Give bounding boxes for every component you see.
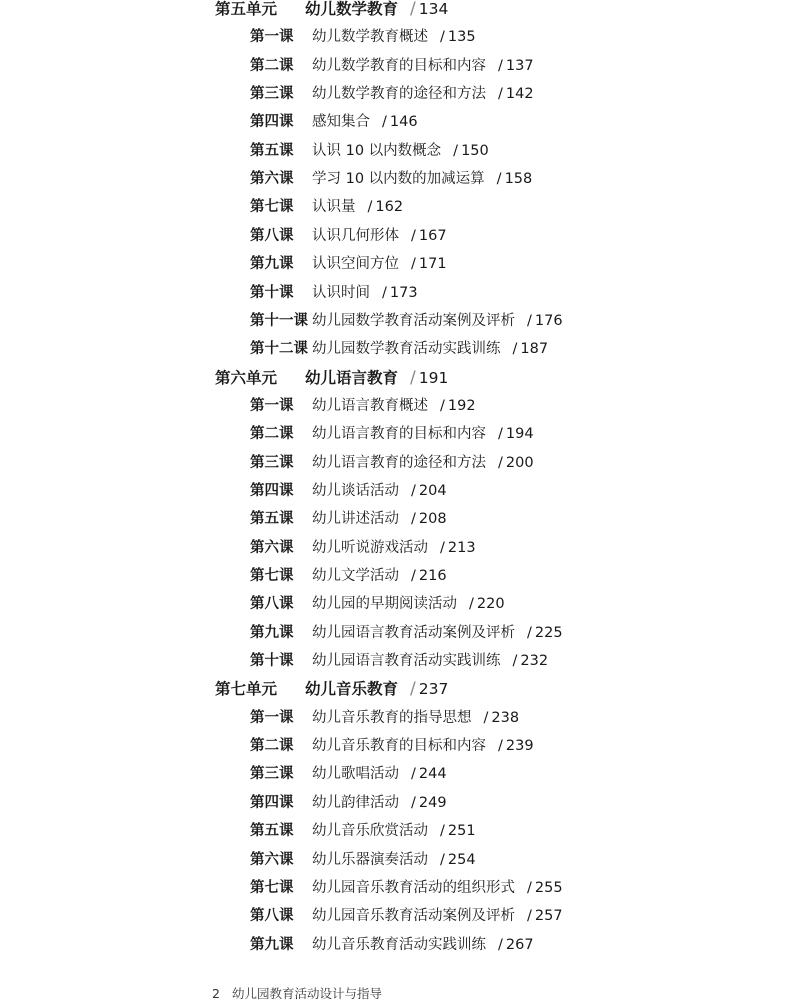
lesson-title: 幼儿听说游戏活动 — [312, 539, 428, 556]
lesson-number: 第六课 — [250, 171, 294, 188]
page-separator: / — [512, 653, 518, 670]
lesson-number: 第九课 — [250, 256, 294, 273]
page-separator: / — [367, 199, 373, 216]
page-separator: / — [410, 679, 416, 700]
lesson-number: 第八课 — [250, 227, 294, 244]
lesson-number: 第九课 — [250, 624, 294, 641]
lesson-number: 第八课 — [250, 596, 294, 613]
page-number: 254 — [447, 851, 476, 868]
lesson-title: 幼儿讲述活动 — [312, 511, 399, 528]
page-separator: / — [527, 879, 532, 896]
toc-lesson-entry — [250, 735, 534, 757]
page-number: 208 — [418, 511, 447, 528]
lesson-title: 认识几何形体 — [312, 227, 399, 244]
page-separator: / — [440, 397, 445, 414]
unit-number: 第七单元 — [215, 680, 278, 699]
toc-lesson-entry — [250, 707, 519, 729]
page-number: 192 — [447, 397, 476, 414]
page-separator: / — [382, 114, 387, 131]
lesson-title: 学习 10 以内数的加减运算 — [312, 171, 485, 188]
lesson-number: 第六课 — [250, 539, 294, 556]
page-separator: / — [453, 142, 459, 159]
lesson-title: 幼儿歌唱活动 — [312, 766, 399, 783]
toc-lesson-entry — [250, 905, 563, 927]
page-separator: / — [527, 312, 532, 329]
toc-lesson-entry — [250, 55, 534, 77]
toc-lesson-entry — [250, 650, 548, 672]
lesson-number: 第三课 — [250, 454, 294, 471]
toc-lesson-entry — [250, 877, 563, 899]
page-number: 142 — [505, 86, 534, 103]
page-number: 238 — [491, 709, 520, 726]
page-number: 220 — [476, 596, 505, 613]
page-separator: / — [410, 0, 416, 19]
page-separator: / — [440, 539, 445, 556]
toc-lesson-entry — [250, 310, 563, 332]
page-separator: / — [410, 367, 416, 388]
page-number: 251 — [447, 823, 476, 840]
page-separator: / — [411, 766, 416, 783]
lesson-title: 幼儿谈话活动 — [312, 482, 399, 499]
page-number: 194 — [505, 426, 534, 443]
page-number: 137 — [505, 57, 534, 74]
page-separator: / — [440, 851, 445, 868]
lesson-number: 第二课 — [250, 738, 294, 755]
page-number: 232 — [520, 653, 549, 670]
toc-lesson-entry — [250, 565, 447, 587]
page-number: 200 — [505, 454, 534, 471]
page-separator: / — [469, 596, 474, 613]
lesson-title: 幼儿韵律活动 — [312, 794, 399, 811]
lesson-title: 幼儿园的早期阅读活动 — [312, 596, 457, 613]
lesson-title: 幼儿园语言教育活动案例及评析 — [312, 624, 515, 641]
toc-lesson-entry — [250, 792, 447, 814]
toc-lesson-entry — [250, 140, 489, 162]
page-separator: / — [411, 482, 416, 499]
page-number: 237 — [418, 680, 449, 699]
toc-unit-entry — [215, 367, 448, 389]
unit-title: 幼儿数学教育 — [305, 0, 399, 18]
page-number: 216 — [418, 568, 447, 584]
page-separator: / — [411, 794, 416, 811]
page-separator: / — [496, 171, 502, 188]
lesson-number: 第一课 — [250, 397, 294, 414]
toc-lesson-entry — [250, 423, 534, 445]
toc-unit-entry — [215, 678, 448, 700]
page-number: 158 — [504, 171, 533, 188]
lesson-title: 幼儿音乐教育的目标和内容 — [312, 738, 486, 755]
page-number: 257 — [534, 908, 563, 925]
lesson-title: 幼儿语言教育的目标和内容 — [312, 426, 486, 443]
page-separator: / — [512, 341, 518, 358]
lesson-number: 第七课 — [250, 199, 294, 216]
lesson-title: 幼儿音乐教育活动实践训练 — [312, 936, 486, 953]
lesson-number: 第四课 — [250, 482, 294, 499]
unit-title: 幼儿语言教育 — [305, 368, 399, 387]
page-number: 176 — [534, 312, 563, 329]
page-number: 134 — [418, 0, 449, 18]
footer-book-title: 幼儿园教育活动设计与指导 — [231, 986, 382, 1001]
toc-lesson-entry — [250, 225, 447, 247]
lesson-number: 第十一课 — [250, 312, 308, 329]
toc-lesson-entry — [250, 622, 563, 644]
toc-lesson-entry — [250, 452, 534, 474]
lesson-number: 第七课 — [250, 879, 294, 896]
toc-lesson-entry — [250, 196, 403, 218]
toc-unit-entry — [215, 0, 448, 20]
lesson-title: 感知集合 — [312, 114, 370, 131]
lesson-number: 第五课 — [250, 511, 294, 528]
lesson-title: 幼儿语言教育的途径和方法 — [312, 454, 486, 471]
page-separator: / — [527, 908, 532, 925]
lesson-number: 第一课 — [250, 709, 294, 726]
lesson-number: 第五课 — [250, 823, 294, 840]
page-number: 135 — [447, 29, 476, 46]
lesson-title: 幼儿音乐欣赏活动 — [312, 823, 428, 840]
page-separator: / — [411, 568, 416, 584]
page-number: 162 — [375, 199, 404, 216]
toc-lesson-entry — [250, 537, 476, 559]
lesson-title: 幼儿语言教育概述 — [312, 397, 428, 414]
lesson-title: 幼儿音乐教育的指导思想 — [312, 709, 472, 726]
lesson-title: 幼儿园音乐教育活动案例及评析 — [312, 908, 515, 925]
page-number: 171 — [418, 256, 447, 273]
page-separator: / — [440, 29, 445, 46]
toc-lesson-entry — [250, 395, 476, 417]
page-number: 225 — [534, 624, 563, 641]
lesson-title: 幼儿文学活动 — [312, 568, 399, 584]
lesson-title: 幼儿园数学教育活动实践训练 — [312, 341, 501, 358]
toc-lesson-entry — [250, 593, 505, 615]
lesson-title: 幼儿乐器演奏活动 — [312, 851, 428, 868]
toc-lesson-entry — [250, 168, 532, 190]
page-separator: / — [498, 86, 503, 103]
lesson-title: 认识 10 以内数概念 — [312, 142, 442, 159]
page-separator: / — [498, 738, 503, 755]
lesson-title: 幼儿数学教育的途径和方法 — [312, 86, 486, 103]
toc-lesson-entry — [250, 763, 447, 785]
lesson-title: 幼儿数学教育的目标和内容 — [312, 57, 486, 74]
page-number: 167 — [418, 227, 447, 244]
lesson-number: 第十二课 — [250, 341, 308, 358]
page-separator: / — [411, 227, 416, 244]
page-separator: / — [498, 426, 503, 443]
page-footer — [212, 984, 382, 1002]
toc-lesson-entry — [250, 83, 534, 105]
lesson-number: 第七课 — [250, 568, 294, 584]
page-number: 267 — [505, 936, 534, 953]
page-separator: / — [498, 454, 503, 471]
page-number: 150 — [461, 142, 489, 159]
lesson-number: 第十课 — [250, 653, 294, 670]
page-number: 187 — [520, 341, 549, 358]
toc-lesson-entry — [250, 253, 447, 275]
page-separator: / — [411, 511, 416, 528]
page-number: 255 — [534, 879, 563, 896]
lesson-number: 第三课 — [250, 766, 294, 783]
toc-lesson-entry — [250, 111, 418, 133]
page-separator: / — [498, 57, 503, 74]
footer-page-number: 2 — [212, 986, 220, 1001]
lesson-number: 第四课 — [250, 794, 294, 811]
lesson-number: 第六课 — [250, 851, 294, 868]
lesson-number: 第一课 — [250, 29, 294, 46]
lesson-number: 第五课 — [250, 142, 294, 159]
lesson-number: 第二课 — [250, 57, 294, 74]
lesson-title: 幼儿园数学教育活动案例及评析 — [312, 312, 515, 329]
page-separator: / — [440, 823, 445, 840]
lesson-title: 幼儿园音乐教育活动的组织形式 — [312, 879, 515, 896]
lesson-number: 第八课 — [250, 908, 294, 925]
lesson-title: 认识空间方位 — [312, 256, 399, 273]
lesson-number: 第十课 — [250, 284, 294, 301]
lesson-title: 认识时间 — [312, 284, 370, 301]
toc-lesson-entry — [250, 820, 476, 842]
page-number: 204 — [418, 482, 447, 499]
page-number: 191 — [418, 368, 449, 387]
lesson-title: 幼儿数学教育概述 — [312, 29, 428, 46]
unit-title: 幼儿音乐教育 — [305, 680, 399, 699]
toc-lesson-entry — [250, 26, 476, 48]
toc-lesson-entry — [250, 508, 447, 530]
unit-number: 第六单元 — [215, 368, 278, 387]
page-number: 249 — [418, 794, 447, 811]
page-separator: / — [527, 624, 532, 641]
page-separator: / — [382, 284, 387, 301]
lesson-number: 第三课 — [250, 86, 294, 103]
lesson-number: 第四课 — [250, 114, 294, 131]
toc-lesson-entry — [250, 849, 476, 871]
page-number: 146 — [389, 114, 418, 131]
page-separator: / — [411, 256, 416, 273]
lesson-title: 认识量 — [312, 199, 356, 216]
toc-lesson-entry — [250, 282, 418, 304]
page-separator: / — [483, 709, 489, 726]
toc-lesson-entry — [250, 934, 534, 956]
toc-lesson-entry — [250, 338, 548, 360]
page-number: 213 — [447, 539, 476, 556]
page-separator: / — [498, 936, 503, 953]
page-number: 173 — [389, 284, 418, 301]
lesson-title: 幼儿园语言教育活动实践训练 — [312, 653, 501, 670]
lesson-number: 第九课 — [250, 936, 294, 953]
lesson-number: 第二课 — [250, 426, 294, 443]
page-number: 244 — [418, 766, 447, 783]
toc-lesson-entry — [250, 480, 447, 502]
page-number: 239 — [505, 738, 534, 755]
unit-number: 第五单元 — [215, 0, 278, 18]
